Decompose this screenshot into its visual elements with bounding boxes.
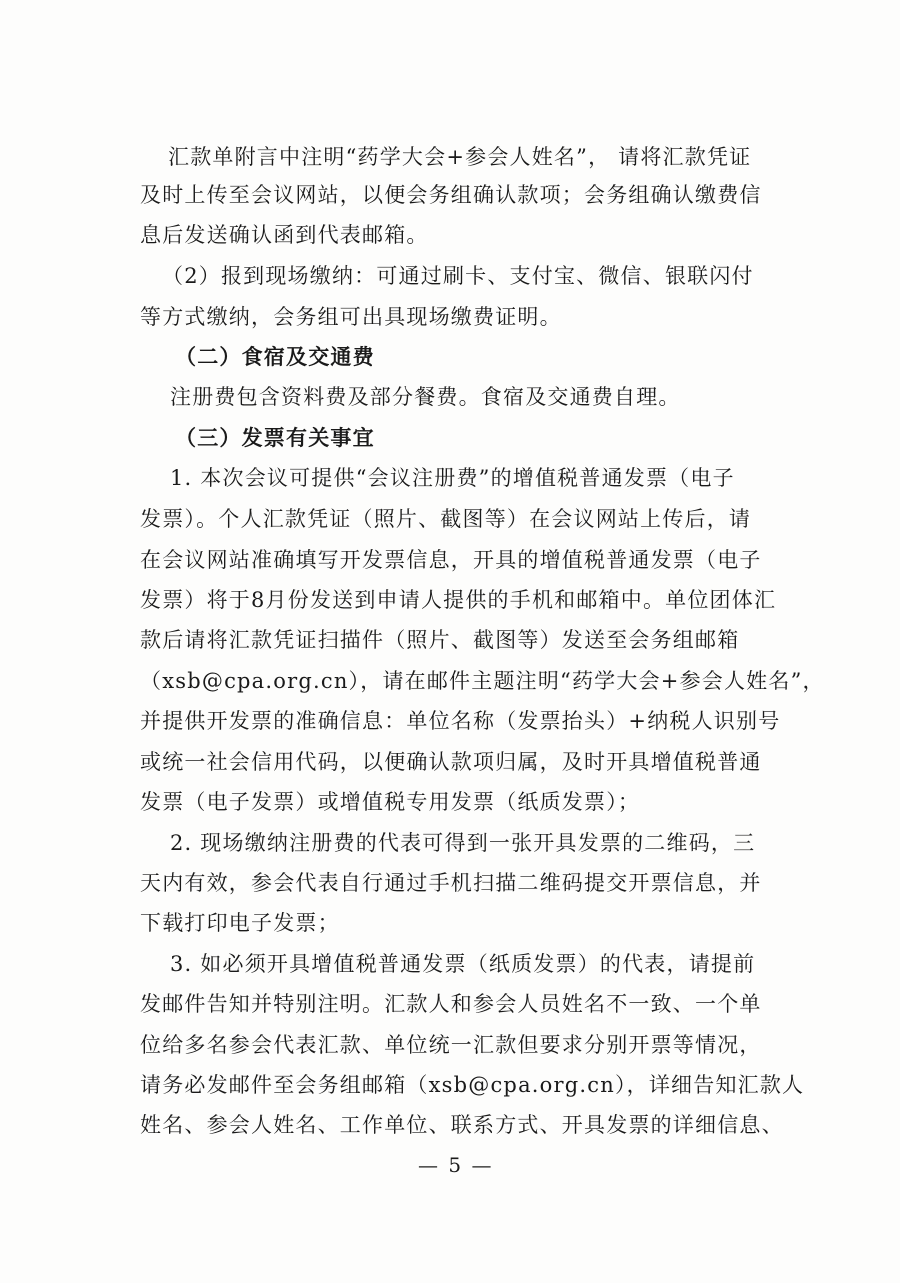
- body-text-line: 款后请将汇款凭证扫描件（照片、截图等）发送至会务组邮箱: [140, 628, 740, 652]
- body-text-line: （2）报到现场缴纳：可通过刷卡、支付宝、微信、银联闪付: [162, 264, 754, 288]
- body-text-line: 1. 本次会议可提供“会议注册费”的增值税普通发票（电子: [170, 466, 735, 490]
- body-text-line: 3. 如必须开具增值税普通发票（纸质发票）的代表，请提前: [170, 952, 756, 976]
- body-text-line: 位给多名参会代表汇款、单位统一汇款但要求分别开票等情况，: [140, 1033, 762, 1057]
- body-text-line: 发邮件告知并特别注明。汇款人和参会人员姓名不一致、一个单: [140, 992, 762, 1016]
- section-heading-meals-transport: （二）食宿及交通费: [175, 344, 375, 369]
- body-text-line: 发票）将于8月份发送到申请人提供的手机和邮箱中。单位团体汇: [140, 588, 777, 612]
- body-text-line: 2. 现场缴纳注册费的代表可得到一张开具发票的二维码，三: [170, 831, 756, 855]
- body-text-line: 天内有效，参会代表自行通过手机扫描二维码提交开票信息，并: [140, 871, 762, 895]
- body-text-line: 下载打印电子发票；: [140, 911, 340, 935]
- body-text-line: 并提供开发票的准确信息：单位名称（发票抬头）+纳税人识别号: [140, 709, 781, 733]
- section-heading-invoice: （三）发票有关事宜: [175, 425, 375, 450]
- page-number: — 5 —: [418, 1153, 494, 1177]
- body-text-line: 在会议网站准确填写开发票信息，开具的增值税普通发票（电子: [140, 548, 762, 572]
- body-text-line: 姓名、参会人姓名、工作单位、联系方式、开具发票的详细信息、: [140, 1113, 784, 1137]
- body-text-line: 息后发送确认函到代表邮箱。: [140, 223, 429, 247]
- body-text-line: 等方式缴纳，会务组可出具现场缴费证明。: [140, 305, 562, 329]
- body-text-line: 注册费包含资料费及部分餐费。食宿及交通费自理。: [170, 385, 681, 409]
- body-text-line: （xsb@cpa.org.cn），请在邮件主题注明“药学大会+参会人姓名”，: [140, 669, 825, 693]
- body-text-line: 及时上传至会议网站，以便会务组确认款项；会务组确认缴费信: [140, 183, 762, 207]
- body-text-line: 发票（电子发票）或增值税专用发票（纸质发票）；: [140, 790, 641, 814]
- body-text-line: 发票）。个人汇款凭证（照片、截图等）在会议网站上传后，请: [140, 507, 752, 531]
- body-text-line: 或统一社会信用代码，以便确认款项归属，及时开具增值税普通: [140, 750, 762, 774]
- body-text-line: 请务必发邮件至会务组邮箱（xsb@cpa.org.cn），详细告知汇款人: [140, 1073, 805, 1097]
- body-text-line: 汇款单附言中注明“药学大会+参会人姓名”， 请将汇款凭证: [168, 145, 752, 169]
